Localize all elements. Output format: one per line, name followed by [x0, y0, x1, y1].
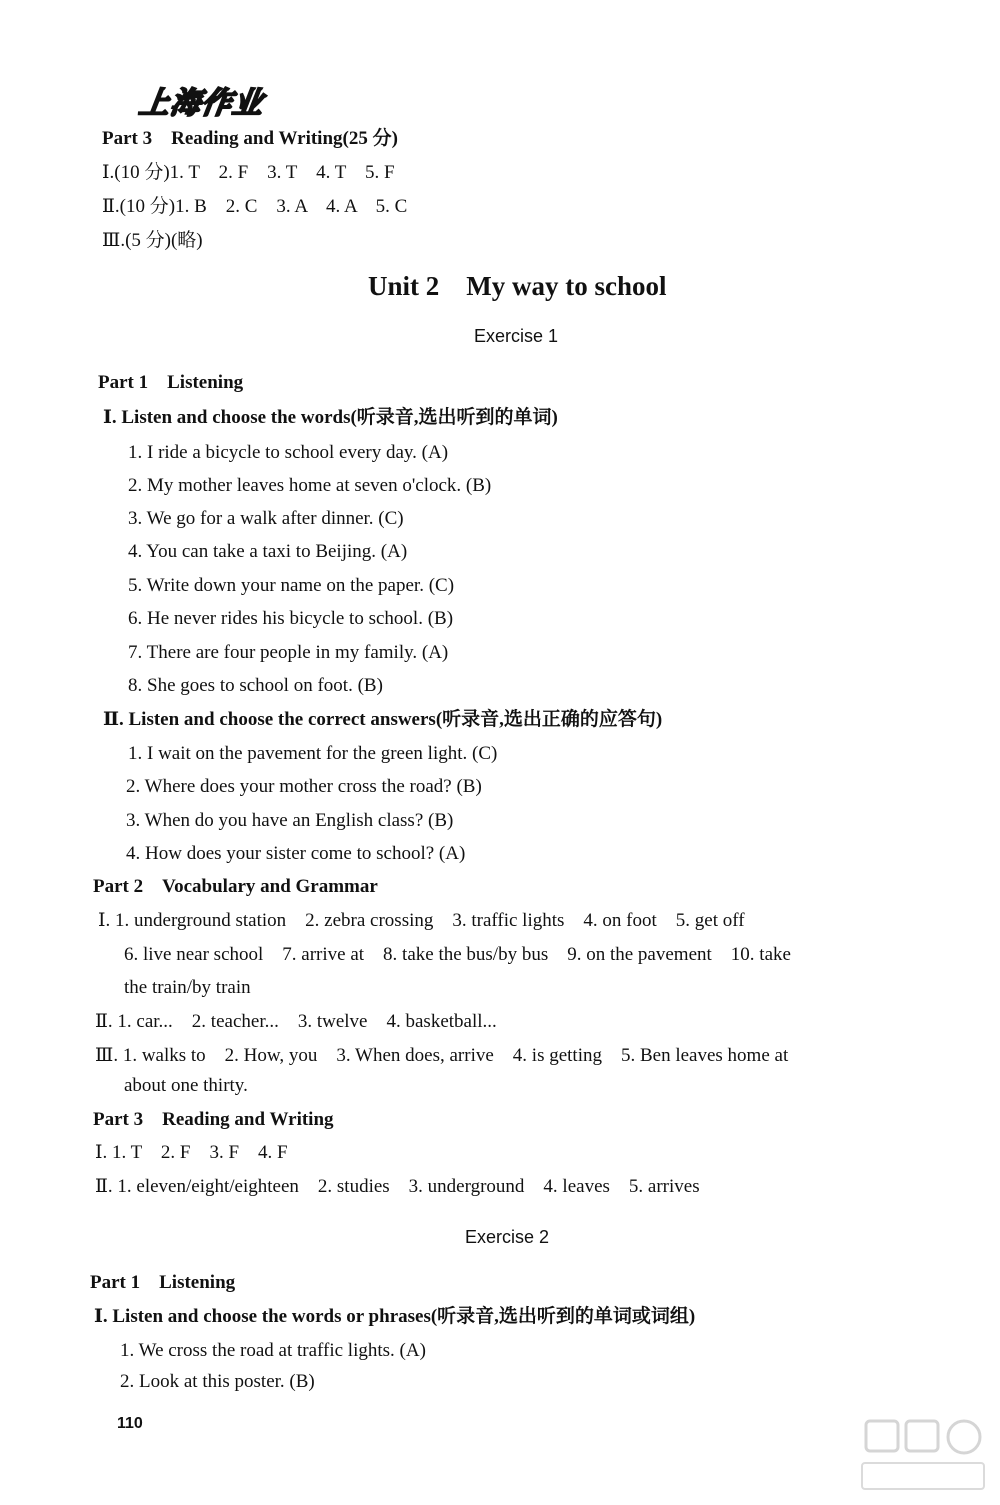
answer-line: 4. How does your sister come to school? (A) — [126, 843, 466, 864]
unit-title: Unit 2 My way to school — [368, 271, 667, 301]
answer-line: 3. We go for a walk after dinner. (C) — [128, 508, 404, 529]
question-heading: Ⅰ. Listen and choose the words or phrases(听录音,选出听到的单词或词组) — [94, 1306, 696, 1327]
answer-line: 3. When do you have an English class? (B) — [126, 810, 454, 831]
answer-line: 6. live near school 7. arrive at 8. take the bus/by bus 9. on the pavement 10. take — [124, 944, 791, 965]
answer-line: about one thirty. — [124, 1075, 248, 1096]
section-heading: Part 2 Vocabulary and Grammar — [93, 876, 378, 897]
question-heading: Ⅱ. Listen and choose the correct answers(听录音,选出正确的应答句) — [103, 709, 663, 730]
question-heading: Ⅰ. Listen and choose the words(听录音,选出听到的单词) — [103, 407, 558, 428]
answer-line: 5. Write down your name on the paper. (C) — [128, 575, 455, 596]
answer-line: Ⅱ. 1. eleven/eight/eighteen 2. studies 3. underground 4. leaves 5. arrives — [95, 1176, 700, 1197]
answer-line: 2. Where does your mother cross the road? (B) — [126, 776, 482, 797]
answer-line: 2. Look at this poster. (B) — [120, 1371, 315, 1392]
section-heading: Part 1 Listening — [98, 372, 244, 393]
answer-line: 1. We cross the road at traffic lights. (A) — [120, 1340, 426, 1361]
page-number: 110 — [117, 1415, 143, 1432]
answer-line: 7. There are four people in my family. (A) — [128, 642, 449, 663]
answer-line: 1. I ride a bicycle to school every day. (A) — [128, 442, 449, 463]
section-heading: Part 3 Reading and Writing — [93, 1109, 334, 1130]
exercise-heading: Exercise 2 — [465, 1227, 550, 1247]
answer-line: Ⅱ.(10 分)1. B 2. C 3. A 4. A 5. C — [102, 196, 408, 217]
answer-line: 2. My mother leaves home at seven o'clock. (B) — [128, 475, 492, 496]
exercise-heading: Exercise 1 — [474, 326, 559, 346]
answer-line: Ⅱ. 1. car... 2. teacher... 3. twelve 4. basketball... — [95, 1011, 497, 1032]
answer-line: the train/by train — [124, 977, 251, 998]
answer-line: Ⅲ. 1. walks to 2. How, you 3. When does, arrive 4. is getting 5. Ben leaves home at — [95, 1045, 789, 1066]
answer-line: 4. You can take a taxi to Beijing. (A) — [128, 541, 408, 562]
answer-line: Ⅰ. 1. underground station 2. zebra crossing 3. traffic lights 4. on foot 5. get off — [98, 910, 745, 931]
answer-line: Ⅰ.(10 分)1. T 2. F 3. T 4. T 5. F — [102, 162, 395, 183]
answer-line: 8. She goes to school on foot. (B) — [128, 675, 383, 696]
section-heading: Part 3 Reading and Writing(25 分) — [102, 128, 398, 149]
answer-line: Ⅲ.(5 分)(略) — [102, 230, 203, 251]
section-heading: Part 1 Listening — [90, 1272, 236, 1293]
answer-line: Ⅰ. 1. T 2. F 3. F 4. F — [95, 1142, 288, 1163]
answer-line: 1. I wait on the pavement for the green light. (C) — [128, 743, 498, 764]
answer-line: 6. He never rides his bicycle to school. (B) — [128, 608, 454, 629]
publisher-logo: 上海作业 — [137, 86, 266, 121]
watermark-icon — [858, 1415, 988, 1495]
